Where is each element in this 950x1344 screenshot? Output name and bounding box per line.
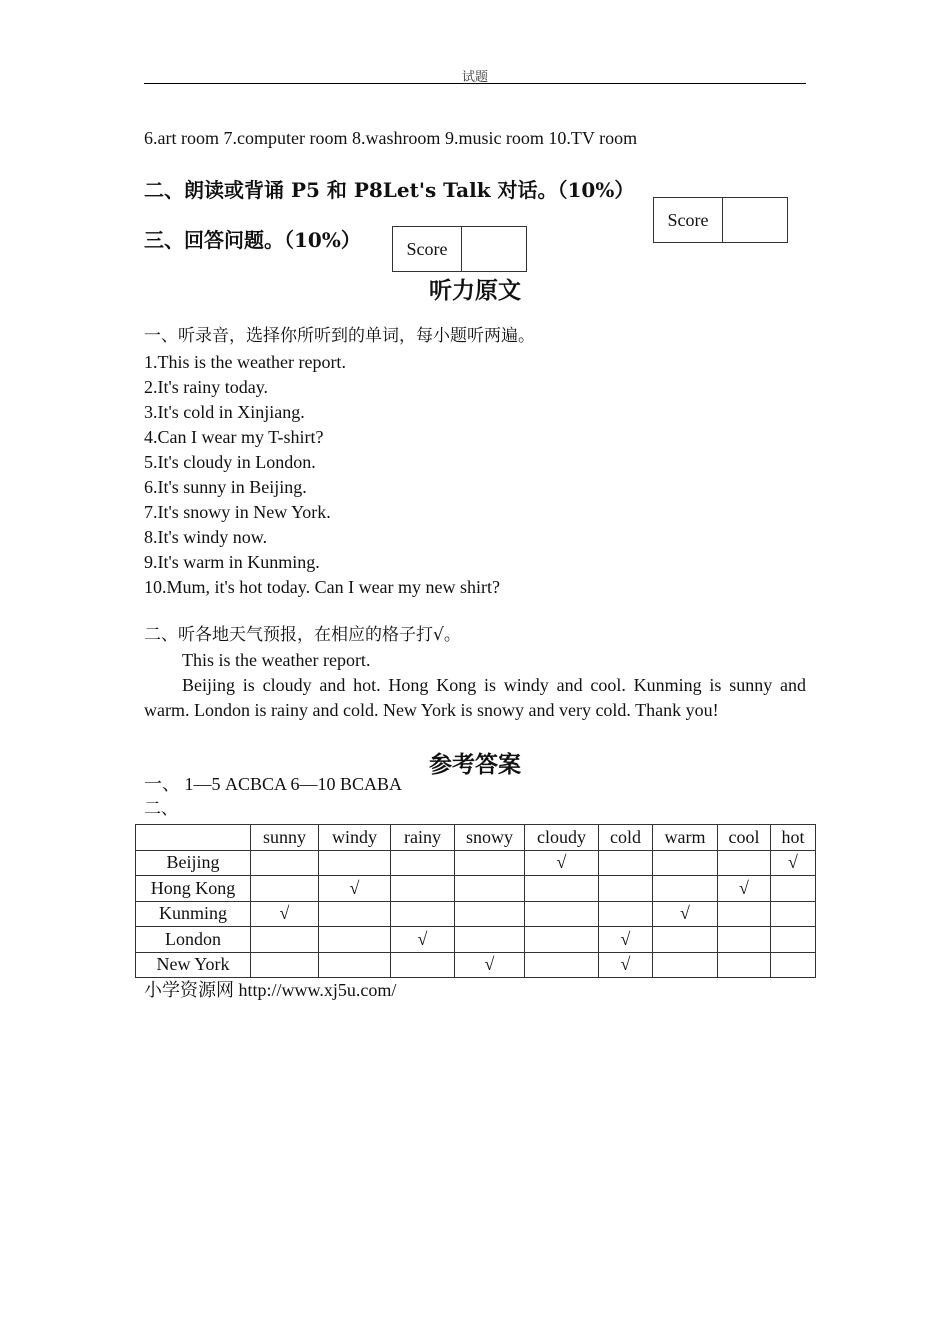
transcript-part2-body: Beijing is cloudy and hot. Hong Kong is windy and cool. Kunming is sunny and warm. London is rainy and cold. New York is snowy and very cold. Thank you!	[144, 675, 806, 720]
check-cell	[391, 850, 455, 876]
check-cell	[391, 876, 455, 902]
transcript-part2-intro: This is the weather report.	[182, 650, 371, 670]
section3-title: 三、回答问题。（10%）	[144, 228, 361, 252]
transcript-item: 6.It's sunny in Beijing.	[144, 477, 307, 497]
footer-source: 小学资源网 http://www.xj5u.com/	[144, 980, 397, 1000]
check-cell	[771, 876, 816, 902]
vocab-line: 6.art room 7.computer room 8.washroom 9.music room 10.TV room	[144, 128, 638, 148]
check-cell: √	[599, 952, 653, 978]
page-header: 试题	[461, 70, 488, 85]
transcript-items	[144, 350, 500, 600]
city-cell: Hong Kong	[136, 876, 251, 902]
check-cell	[251, 850, 319, 876]
check-cell	[525, 927, 599, 953]
transcript-item: 8.It's windy now.	[144, 527, 268, 547]
check-cell: √	[599, 927, 653, 953]
check-cell	[653, 927, 718, 953]
transcript-item: 9.It's warm in Kunming.	[144, 552, 320, 572]
column-header: rainy	[391, 825, 455, 851]
column-header: snowy	[455, 825, 525, 851]
transcript-item: 1.This is the weather report.	[144, 352, 346, 372]
column-header: cloudy	[525, 825, 599, 851]
column-header: windy	[319, 825, 391, 851]
transcript-heading: 听力原文	[429, 277, 521, 304]
table-row	[136, 901, 816, 927]
check-cell	[455, 850, 525, 876]
check-cell	[718, 927, 771, 953]
check-cell	[718, 850, 771, 876]
city-cell: New York	[136, 952, 251, 978]
answers-part2-label: 二、	[144, 799, 178, 819]
score-value[interactable]	[462, 227, 526, 271]
check-cell	[319, 952, 391, 978]
check-cell	[391, 952, 455, 978]
check-cell	[455, 901, 525, 927]
column-header	[136, 825, 251, 851]
column-header: cold	[599, 825, 653, 851]
check-cell	[718, 901, 771, 927]
check-cell	[525, 952, 599, 978]
check-cell	[599, 876, 653, 902]
check-cell	[525, 876, 599, 902]
check-cell	[319, 850, 391, 876]
check-cell	[455, 876, 525, 902]
city-cell: Beijing	[136, 850, 251, 876]
score-box-section2	[653, 197, 788, 243]
transcript-item: 3.It's cold in Xinjiang.	[144, 402, 305, 422]
check-cell	[599, 850, 653, 876]
check-cell: √	[525, 850, 599, 876]
check-cell: √	[718, 876, 771, 902]
column-header: cool	[718, 825, 771, 851]
answers-part1: 一、 1—5 ACBCA 6—10 BCABA	[144, 774, 403, 794]
check-cell	[319, 901, 391, 927]
column-header: hot	[771, 825, 816, 851]
column-header: warm	[653, 825, 718, 851]
check-cell	[771, 927, 816, 953]
city-cell: Kunming	[136, 901, 251, 927]
check-cell	[251, 927, 319, 953]
check-cell: √	[653, 901, 718, 927]
check-cell: √	[771, 850, 816, 876]
check-cell	[653, 952, 718, 978]
check-cell	[251, 952, 319, 978]
score-box-section3	[392, 226, 527, 272]
city-cell: London	[136, 927, 251, 953]
check-cell	[653, 876, 718, 902]
check-cell: √	[455, 952, 525, 978]
transcript-item: 2.It's rainy today.	[144, 377, 269, 397]
check-cell	[319, 927, 391, 953]
transcript-item: 5.It's cloudy in London.	[144, 452, 316, 472]
transcript-item: 7.It's snowy in New York.	[144, 502, 331, 522]
check-cell	[525, 901, 599, 927]
check-cell	[718, 952, 771, 978]
check-cell	[771, 901, 816, 927]
table-row	[136, 952, 816, 978]
answers-heading: 参考答案	[429, 751, 521, 778]
table-row	[136, 927, 816, 953]
score-label: Score	[654, 198, 723, 242]
table-row	[136, 850, 816, 876]
check-cell	[455, 927, 525, 953]
score-label: Score	[393, 227, 462, 271]
check-cell	[599, 901, 653, 927]
answer-table	[135, 824, 816, 978]
check-cell	[771, 952, 816, 978]
transcript-item: 4.Can I wear my T-shirt?	[144, 427, 324, 447]
table-header-row	[136, 825, 816, 851]
header-rule	[144, 83, 806, 84]
column-header: sunny	[251, 825, 319, 851]
check-cell: √	[251, 901, 319, 927]
score-value[interactable]	[723, 198, 787, 242]
check-cell: √	[391, 927, 455, 953]
table-row	[136, 876, 816, 902]
transcript-item: 10.Mum, it's hot today. Can I wear my new shirt?	[144, 577, 501, 597]
check-cell: √	[319, 876, 391, 902]
check-cell	[251, 876, 319, 902]
section2-title: 二、朗读或背诵 P5 和 P8Let's Talk 对话。（10%）	[144, 178, 635, 202]
transcript-part1-instruction: 一、听录音，选择你所听到的单词，每小题听两遍。	[144, 326, 535, 346]
check-cell	[391, 901, 455, 927]
transcript-part2-instruction: 二、听各地天气预报，在相应的格子打√。	[144, 625, 461, 645]
check-cell	[653, 850, 718, 876]
